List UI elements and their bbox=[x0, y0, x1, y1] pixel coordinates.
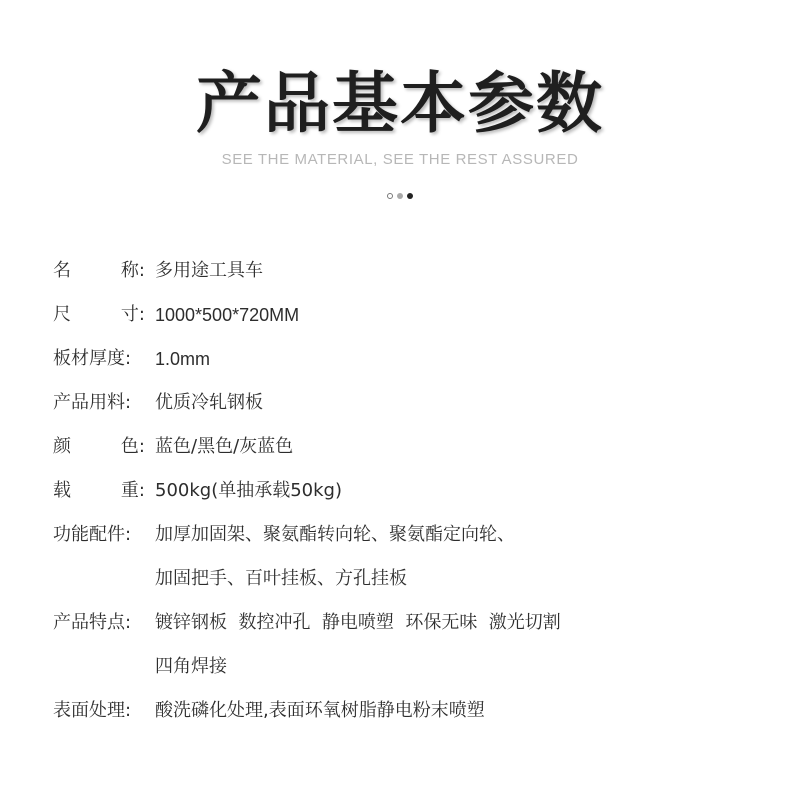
pagination-dots bbox=[0, 193, 800, 199]
param-row-name bbox=[53, 254, 773, 298]
param-label: 载 重: bbox=[53, 480, 145, 501]
param-value: 500kg(单抽承载50kg) bbox=[155, 480, 343, 501]
param-row-accessories bbox=[53, 518, 773, 606]
param-label: 产品特点: bbox=[53, 612, 132, 633]
param-value-continued: 加固把手、百叶挂板、方孔挂板 bbox=[155, 568, 407, 589]
param-row-surface bbox=[53, 694, 773, 738]
dot-indicator-active bbox=[407, 193, 413, 199]
dot-indicator bbox=[397, 193, 403, 199]
dot-indicator bbox=[387, 193, 393, 199]
param-label: 功能配件: bbox=[53, 524, 132, 545]
param-row-load bbox=[53, 474, 773, 518]
param-label: 产品用料: bbox=[53, 392, 132, 413]
param-value: 加厚加固架、聚氨酯转向轮、聚氨酯定向轮、 bbox=[155, 524, 515, 545]
page-subtitle: SEE THE MATERIAL, SEE THE REST ASSURED bbox=[221, 151, 579, 168]
param-row-color bbox=[53, 430, 773, 474]
param-value: 镀锌钢板 数控冲孔 静电喷塑 环保无味 激光切割 bbox=[155, 612, 561, 633]
param-value: 酸洗磷化处理,表面环氧树脂静电粉末喷塑 bbox=[155, 700, 485, 721]
param-label: 颜 色: bbox=[53, 436, 145, 457]
param-row-thickness bbox=[53, 342, 773, 386]
param-value: 1000*500*720MM bbox=[155, 305, 300, 325]
param-row-size bbox=[53, 298, 773, 342]
page-title: 产品基本参数 bbox=[196, 65, 604, 142]
param-row-material bbox=[53, 386, 773, 430]
header bbox=[0, 62, 800, 170]
param-row-features bbox=[53, 606, 773, 694]
param-value: 优质冷轧钢板 bbox=[155, 392, 263, 413]
param-label: 板材厚度: bbox=[53, 348, 132, 369]
param-value-continued: 四角焊接 bbox=[155, 656, 227, 677]
param-label: 尺 寸: bbox=[53, 304, 145, 325]
param-label: 表面处理: bbox=[53, 700, 132, 721]
param-value: 蓝色/黑色/灰蓝色 bbox=[155, 436, 294, 457]
param-label: 名 称: bbox=[53, 260, 145, 281]
param-value: 1.0mm bbox=[155, 349, 211, 369]
param-value: 多用途工具车 bbox=[155, 260, 263, 281]
parameter-list bbox=[53, 254, 773, 738]
